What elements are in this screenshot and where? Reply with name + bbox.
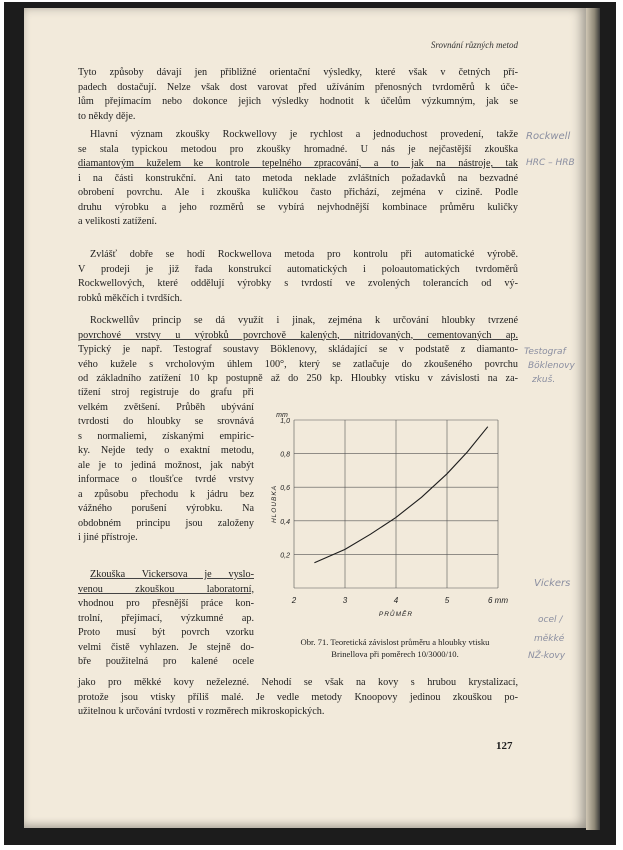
text-line: velmi čistě vyhlazen. Je stejně do-	[78, 641, 254, 653]
figure-caption	[270, 636, 520, 660]
margin-note: měkké	[534, 634, 565, 644]
text-line: Typický je např. Testograf soustavy Böklenovy, skládající se v podstatě z diamanto-	[78, 344, 518, 355]
text-line-content: Zvlášť dobře se hodí Rockwellova metoda pro kontrolu při automatické výrobě.	[90, 249, 518, 260]
text-line: obrobení povrchu. Ale i zkouška kuličkou často přichází, zejména v cizině. Podle	[78, 187, 518, 198]
margin-note: ocel /	[538, 615, 563, 625]
margin-note: NŽ-kovy	[528, 651, 566, 661]
text-line: Tyto způsoby dávají jen přibližné orientační výsledky, které však v četných pří-	[78, 67, 518, 78]
text-line: protože jsou vtisky příliš malé. Je vedle metody Knoopovy jedinou zkouškou po-	[78, 691, 518, 703]
text-line: diamantovým kuželem ke kontrole tepelného zpracování, a to jak na nástroje, tak	[78, 158, 518, 169]
text-line: venou zkouškou laboratorní,	[78, 583, 254, 595]
text-line: se stala typickou metodou pro zkoušky hromadné. U nás je nejčastější zkouška	[78, 143, 518, 155]
margin-note: Vickers	[534, 578, 571, 589]
text-line: jako pro měkké kovy neželezné. Nehodí se však na kovy s hrubou krystalizací,	[78, 677, 518, 688]
caption-line: Obr. 71. Teoretická závislost průměru a hloubky vtisku	[300, 637, 490, 647]
text-line: a velikosti zatížení.	[78, 216, 157, 227]
x-tick-label: 2	[291, 596, 297, 605]
x-tick-label: 6 mm	[488, 596, 508, 605]
y-tick-label: 0,2	[280, 552, 290, 560]
text-line: tvrdosti do hloubky se srovnává	[78, 416, 254, 427]
text-line-content: Zkouška Vickersova je vyslo-	[90, 569, 254, 580]
margin-note: zkuš.	[532, 375, 556, 385]
running-head: Srovnání různých metod	[430, 40, 518, 50]
x-axis-title: PRŮMĚR	[378, 611, 414, 618]
depth-diameter-chart	[268, 408, 520, 620]
text-line: Rockwellových, které oddělují výrobky s tvrdostí ve zvolených tolerancích od vý-	[78, 278, 518, 289]
figure-71	[268, 408, 520, 620]
text-line: vážného porušení výrobku. Na	[78, 503, 254, 514]
x-tick-label: 5	[444, 596, 450, 605]
text-line: a způsobu přechodu k jádru bez	[78, 488, 254, 500]
margin-note: HRC – HRB	[526, 158, 575, 168]
text-line: vhodnou pro přesnější práce kon-	[78, 598, 254, 609]
text-line	[78, 128, 518, 143]
text-line: povrchové vrstvy u výrobků povrchově kalených, nitridovaných, cementovaných ap.	[78, 329, 518, 341]
text-line: s normaliemi, získanými empiric-	[78, 430, 254, 442]
text-line: i na části konstrukční. Ani tato metoda neklade zvláštních požadavků na bezvadné	[78, 172, 518, 184]
text-line: tížení stroj registruje do grafu při	[78, 387, 254, 398]
paragraph-6	[78, 568, 254, 670]
margin-note: Böklenovy	[528, 361, 575, 371]
text-line: V prodeji je již řada konstrukcí automatických i poloautomatických tvrdoměrů	[78, 263, 518, 275]
text-line: to někdy děje.	[78, 110, 136, 122]
paragraph-2	[78, 128, 518, 230]
y-unit-label: mm	[276, 412, 288, 419]
text-line: robků měkčích i tvrdších.	[78, 292, 183, 304]
text-line: druhu výrobku a jeho rozměrů se vybírá nejvhodnější kombinace průměru kuličky	[78, 201, 518, 213]
text-line: užitelnou k určování tvrdosti v rozměrech mikroskopických.	[78, 706, 325, 717]
paragraph-1	[78, 66, 518, 124]
paragraph-5	[78, 386, 254, 546]
text-line: bře použitelná pro kalené ocele	[78, 656, 254, 667]
text-line: ky. Nejde tedy o exaktní metodu,	[78, 445, 254, 456]
page-edge	[586, 8, 600, 830]
paragraph-4	[78, 314, 518, 387]
data-series-line	[314, 427, 487, 563]
margin-note: Rockwell	[526, 131, 571, 142]
x-tick-label: 4	[393, 596, 399, 605]
text-line: ale je to jediná možnost, jak nabýt	[78, 459, 254, 471]
text-line: obdobném principu jsou založeny	[78, 517, 254, 529]
text-line: od základního zatížení 10 kp postupně až do 250 kp. Hloubky vtisku v závislosti na za-	[78, 373, 518, 384]
y-tick-label: 1,0	[280, 418, 290, 425]
x-tick-label: 3	[342, 596, 348, 605]
paragraph-7	[78, 676, 518, 720]
text-line: Proto musí být povrch vzorku	[78, 627, 254, 638]
text-line: velkém zvětšení. Průběh ubývání	[78, 401, 254, 413]
text-line	[78, 248, 518, 263]
text-line: lům přejímacím nebo dokonce jejich výsledky hodnotit k účelům výzkumným, jak se	[78, 96, 518, 107]
text-line: vého kužele s vrcholovým úhlem 100°, který se zatlačuje do zkoušeného povrchu	[78, 358, 518, 370]
text-line: padech dostačují. Nelze však dost varovat před užíváním přenosných tvrdoměrů k úče-	[78, 81, 518, 93]
page-number: 127	[496, 740, 513, 752]
text-line-content: Hlavní význam zkoušky Rockwellovy je rychlost a jednoduchost provedení, takže	[90, 129, 518, 140]
y-tick-label: 0,4	[280, 518, 290, 526]
text-line	[78, 314, 518, 329]
y-tick-label: 0,6	[280, 485, 290, 493]
margin-note: Testograf	[524, 347, 566, 357]
text-line: trolní, přejímací, výzkumné ap.	[78, 612, 254, 624]
text-line: i jiné přístroje.	[78, 532, 138, 543]
y-axis-title: HLOUBKA	[271, 484, 278, 524]
caption-line: Brinellova při poměrech 10/3000/10.	[331, 649, 459, 659]
paragraph-3	[78, 248, 518, 306]
text-line-content: Rockwellův princip se dá využít i jinak, zejména k určování hloubky tvrzené	[90, 315, 518, 326]
text-line	[78, 568, 254, 583]
text-line: informace o tloušťce tvrdé vrstvy	[78, 474, 254, 485]
y-tick-label: 0,8	[280, 451, 290, 459]
